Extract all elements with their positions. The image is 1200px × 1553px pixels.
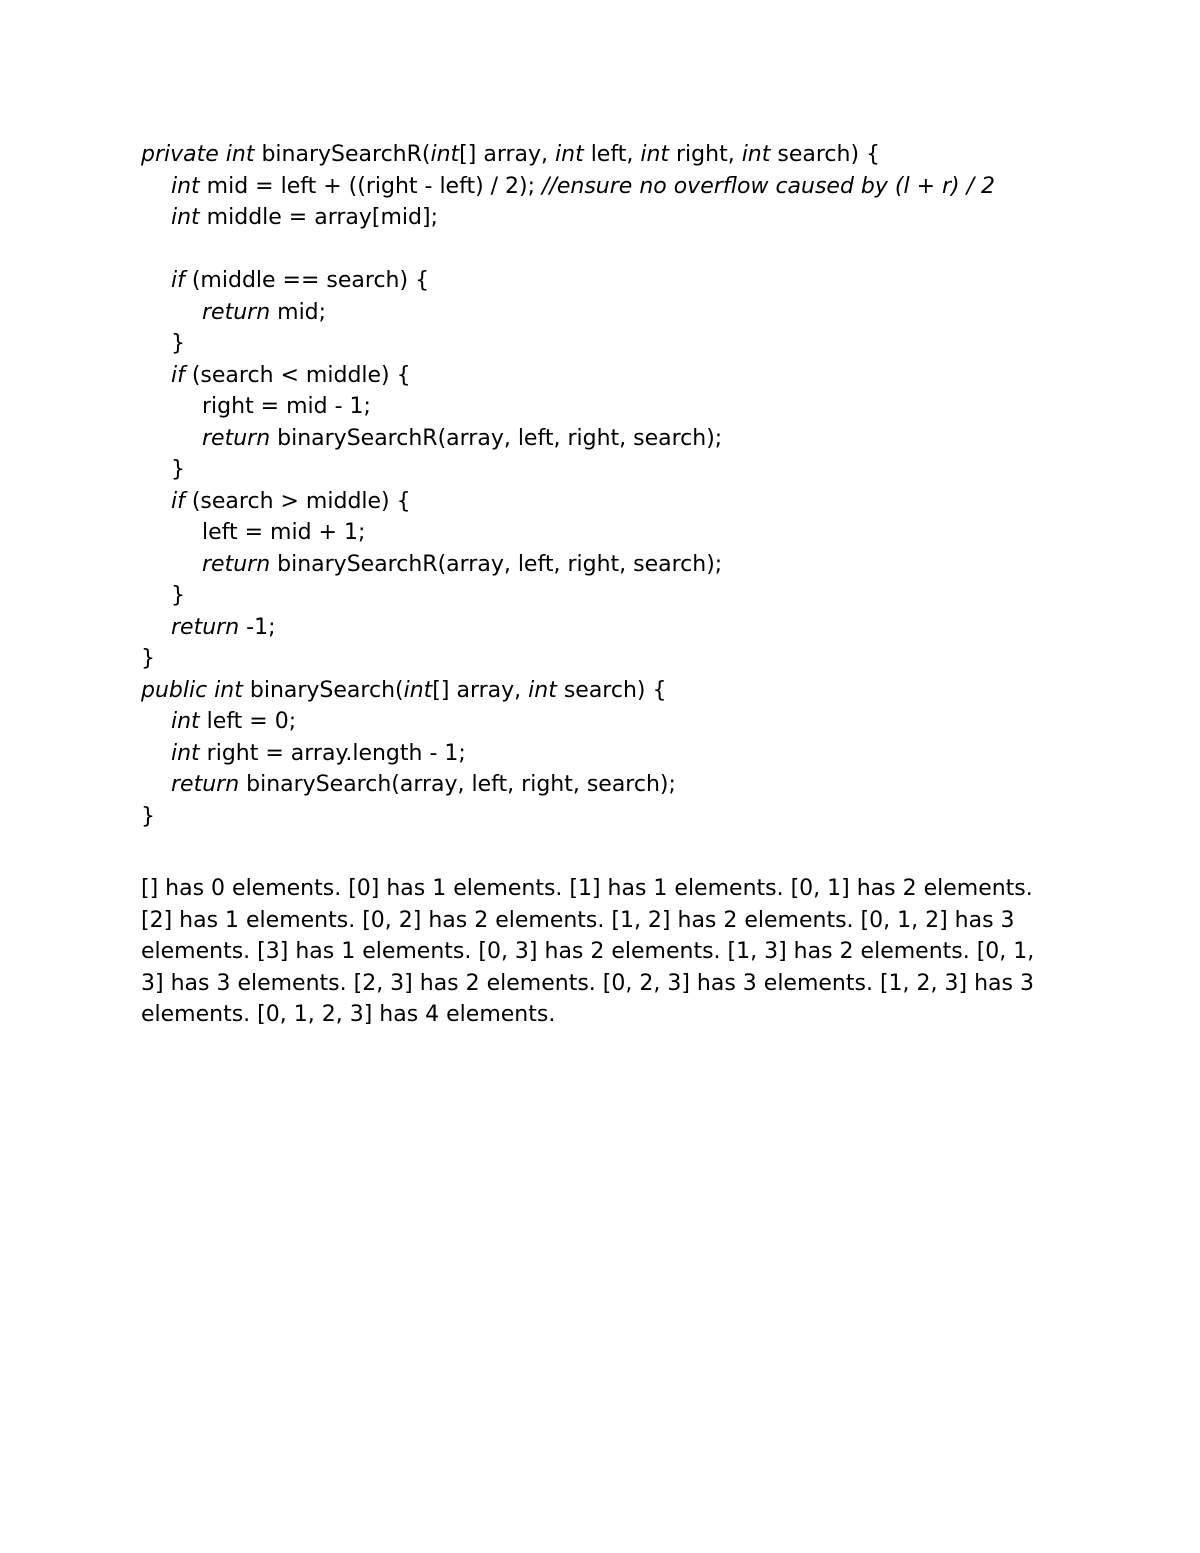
code-line-14 <box>141 549 1071 581</box>
code-line-16 <box>141 612 1071 644</box>
code-text: mid = left + ((right - left) / 2); <box>199 173 543 199</box>
keyword: int <box>171 205 200 230</box>
code-line-17 <box>141 643 1071 675</box>
code-text: binarySearchR(array, left, right, search); <box>270 551 723 577</box>
code-line-1 <box>141 139 1071 171</box>
code-text: binarySearchR(array, left, right, search); <box>270 425 723 451</box>
code-text: middle = array[mid]; <box>199 205 438 230</box>
code-text: binarySearch(array, left, right, search); <box>239 772 676 797</box>
code-text: left = 0; <box>199 709 297 734</box>
code-text: binarySearch( <box>242 677 404 703</box>
code-text: right = array.length - 1; <box>199 740 466 766</box>
keyword: int <box>640 142 670 167</box>
keyword: return <box>171 772 240 797</box>
keyword: int <box>171 709 200 734</box>
code-line-3 <box>141 202 1071 234</box>
code-line-22 <box>141 801 1071 833</box>
keyword: int <box>741 142 771 167</box>
keyword: int <box>430 142 460 167</box>
code-comment: //ensure no overflow caused by (l + r) / 2 <box>542 173 996 199</box>
code-text: left = mid + 1; <box>202 520 366 545</box>
code-text: -1; <box>239 614 276 640</box>
code-text: right, <box>669 142 742 167</box>
code-line-5 <box>141 265 1071 297</box>
keyword: private int <box>141 142 255 167</box>
code-line-20 <box>141 738 1071 770</box>
code-text: right = mid - 1; <box>202 394 371 419</box>
code-line-10 <box>141 423 1071 455</box>
code-text: } <box>171 457 185 482</box>
code-text: search) { <box>770 142 881 167</box>
document-page <box>141 139 1071 1053</box>
code-line-11 <box>141 454 1071 486</box>
code-line-18 <box>141 675 1071 707</box>
keyword: int <box>403 677 433 703</box>
code-line-9 <box>141 391 1071 423</box>
code-text: search) { <box>556 677 667 703</box>
code-text: binarySearchR( <box>254 142 431 167</box>
keyword: if <box>171 488 185 514</box>
code-text: [] array, <box>432 677 529 703</box>
code-line-2 <box>141 171 1071 203</box>
keyword: int <box>171 173 200 199</box>
code-text: (search > middle) { <box>184 488 411 514</box>
keyword: int <box>528 677 557 703</box>
keyword: return <box>202 299 271 325</box>
code-line-blank <box>141 234 1071 266</box>
code-text: (search < middle) { <box>184 362 411 388</box>
code-line-8 <box>141 360 1071 392</box>
code-block <box>141 139 1071 832</box>
code-line-13 <box>141 517 1071 549</box>
code-text: [] array, <box>459 142 556 167</box>
code-line-19 <box>141 706 1071 738</box>
code-line-7 <box>141 328 1071 360</box>
keyword: int <box>555 142 584 167</box>
code-text: mid; <box>270 299 327 325</box>
keyword: return <box>202 551 271 577</box>
keyword: return <box>202 425 271 451</box>
code-line-21 <box>141 769 1071 801</box>
code-text: } <box>171 583 185 608</box>
keyword: return <box>171 614 240 640</box>
code-line-6 <box>141 297 1071 329</box>
code-text: } <box>171 331 185 356</box>
output-paragraph: [] has 0 elements. [0] has 1 elements. [1] has 1 elements. [0, 1] has 2 elements. [2] has 1 elements. [0, 2] has 2 elements. [1, 2] has 2 elements. [0, 1, 2] has 3 elements. [3] has 1 elements. [0, 3] has 2 elements. [1, 3] has 2 elements. [0, 1, 3] has 3 elements. [2, 3] has 2 elements. [0, 2, 3] has 3 elements. [1, 2, 3] has 3 elements. [0, 1, 2, 3] has 4 elements. <box>141 876 1035 1027</box>
keyword: int <box>171 740 200 766</box>
code-text: (middle == search) { <box>184 268 430 293</box>
code-line-15 <box>141 580 1071 612</box>
code-line-12 <box>141 486 1071 518</box>
code-text: } <box>141 646 155 671</box>
code-text: } <box>141 803 155 829</box>
keyword: if <box>171 362 185 388</box>
keyword: public int <box>141 677 243 703</box>
code-text: left, <box>583 142 641 167</box>
keyword: if <box>171 268 185 293</box>
